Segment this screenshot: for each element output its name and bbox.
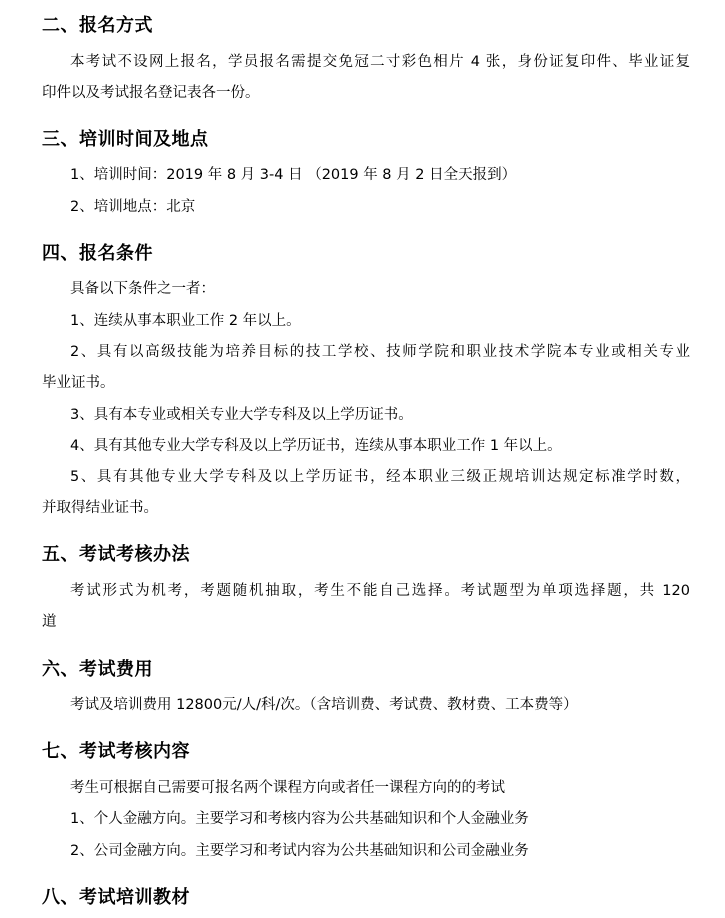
list-item: 4、具有其他专业大学专科及以上学历证书，连续从事本职业工作 1 年以上。 <box>70 438 562 454</box>
list-item: 1、培训时间：2019 年 8 月 3-4 日 （2019 年 8 月 2 日全天报到） <box>70 167 517 183</box>
list-item-continuation: 毕业证书。 <box>42 375 115 391</box>
list-item: 5、具有其他专业大学专科及以上学历证书，经本职业三级正规培训达规定标准学时数， <box>70 469 690 485</box>
section-heading-conditions: 四、报名条件 <box>42 243 153 264</box>
section-heading-exam-content: 七、考试考核内容 <box>42 741 190 762</box>
section-heading-fees: 六、考试费用 <box>42 659 153 680</box>
paragraph-line: 考试形式为机考，考题随机抽取，考生不能自己选择。考试题型为单项选择题，共 120 <box>70 583 690 599</box>
list-item: 2、公司金融方向。主要学习和考试内容为公共基础知识和公司金融业务 <box>70 843 529 859</box>
paragraph-line: 本考试不设网上报名，学员报名需提交免冠二寸彩色相片 4 张，身份证复印件、毕业证复 <box>70 54 690 70</box>
section-heading-exam-method: 五、考试考核办法 <box>42 544 190 565</box>
list-item: 2、培训地点：北京 <box>70 199 196 215</box>
list-item-continuation: 并取得结业证书。 <box>42 500 158 516</box>
list-item: 1、个人金融方向。主要学习和考核内容为公共基础知识和个人金融业务 <box>70 811 529 827</box>
paragraph-line: 考生可根据自己需要可报名两个课程方向或者任一课程方向的的考试 <box>70 780 505 796</box>
paragraph-line: 具备以下条件之一者： <box>70 281 215 297</box>
paragraph-line: 印件以及考试报名登记表各一份。 <box>42 85 260 101</box>
paragraph-line: 道 <box>42 614 57 630</box>
section-heading-registration: 二、报名方式 <box>42 15 153 36</box>
list-item: 3、具有本专业或相关专业大学专科及以上学历证书。 <box>70 407 413 423</box>
list-item: 1、连续从事本职业工作 2 年以上。 <box>70 313 301 329</box>
paragraph-line: 考试及培训费用 12800元/人/科/次。（含培训费、考试费、教材费、工本费等） <box>70 697 578 713</box>
section-heading-time-place: 三、培训时间及地点 <box>42 129 209 150</box>
list-item: 2、具有以高级技能为培养目标的技工学校、技师学院和职业技术学院本专业或相关专业 <box>70 344 690 360</box>
section-heading-textbooks: 八、考试培训教材 <box>42 887 190 908</box>
